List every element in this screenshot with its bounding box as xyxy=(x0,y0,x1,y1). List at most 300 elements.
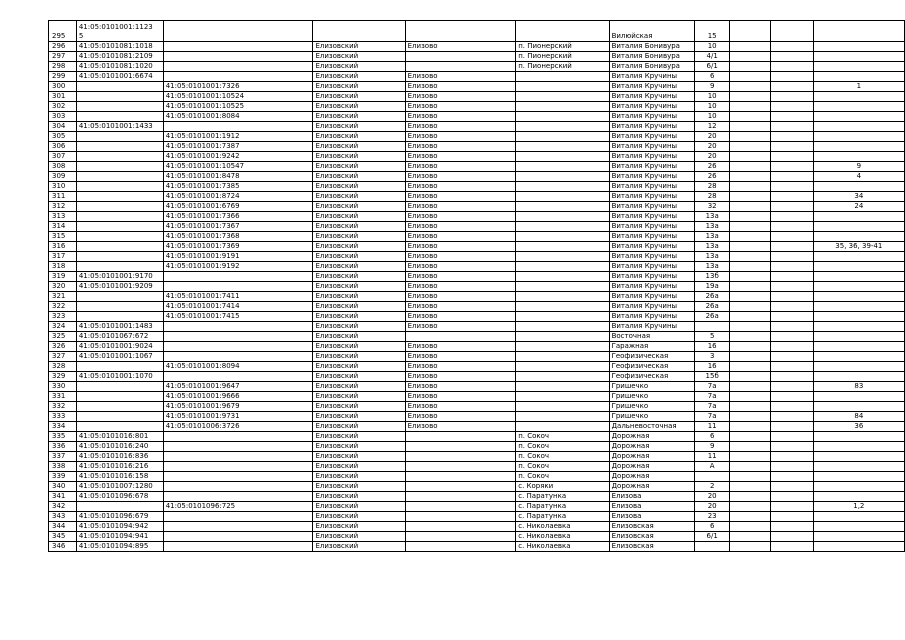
table-cell[interactable] xyxy=(813,182,904,192)
table-cell[interactable]: Виталия Кручины xyxy=(609,312,695,322)
table-cell[interactable]: 41:05:0101001:7387 xyxy=(163,142,313,152)
table-cell[interactable] xyxy=(163,72,313,82)
table-cell[interactable] xyxy=(813,282,904,292)
table-cell[interactable] xyxy=(813,532,904,542)
table-cell[interactable] xyxy=(163,42,313,52)
table-cell[interactable] xyxy=(771,92,813,102)
table-cell[interactable]: 346 xyxy=(49,542,77,552)
table-cell[interactable] xyxy=(771,402,813,412)
table-cell[interactable]: Елизово xyxy=(405,142,516,152)
table-cell[interactable]: с. Николаевка xyxy=(516,522,609,532)
table-cell[interactable] xyxy=(771,42,813,52)
table-cell[interactable]: Елизово xyxy=(405,312,516,322)
table-cell[interactable]: 12 xyxy=(695,122,730,132)
table-cell[interactable]: 328 xyxy=(49,362,77,372)
table-cell[interactable] xyxy=(313,21,405,42)
table-cell[interactable]: Восточная xyxy=(609,332,695,342)
table-cell[interactable]: 6/1 xyxy=(695,62,730,72)
table-cell[interactable] xyxy=(813,252,904,262)
table-cell[interactable]: Елизовский xyxy=(313,252,405,262)
table-cell[interactable]: п. Пионерский xyxy=(516,42,609,52)
table-cell[interactable]: Елизово xyxy=(405,362,516,372)
table-cell[interactable]: Виталия Кручины xyxy=(609,242,695,252)
table-cell[interactable] xyxy=(405,472,516,482)
table-cell[interactable]: Елизовский xyxy=(313,82,405,92)
table-cell[interactable] xyxy=(163,52,313,62)
table-cell[interactable]: Виталия Кручины xyxy=(609,132,695,142)
table-cell[interactable]: 20 xyxy=(695,142,730,152)
table-cell[interactable] xyxy=(771,512,813,522)
table-cell[interactable]: Елизовский xyxy=(313,372,405,382)
table-cell[interactable]: 5 xyxy=(695,332,730,342)
table-cell[interactable] xyxy=(76,392,163,402)
table-cell[interactable] xyxy=(771,452,813,462)
table-cell[interactable]: Елизовский xyxy=(313,112,405,122)
table-cell[interactable] xyxy=(813,442,904,452)
table-cell[interactable]: 335 xyxy=(49,432,77,442)
table-cell[interactable] xyxy=(730,242,771,252)
table-cell[interactable]: Елизовский xyxy=(313,542,405,552)
table-cell[interactable]: 7а xyxy=(695,392,730,402)
table-cell[interactable] xyxy=(771,432,813,442)
table-cell[interactable] xyxy=(730,412,771,422)
table-cell[interactable]: Елизовский xyxy=(313,292,405,302)
table-cell[interactable] xyxy=(695,472,730,482)
table-cell[interactable] xyxy=(163,122,313,132)
table-cell[interactable]: Виталия Кручины xyxy=(609,82,695,92)
table-cell[interactable] xyxy=(516,92,609,102)
table-cell[interactable]: Елизово xyxy=(405,212,516,222)
table-cell[interactable]: Елизово xyxy=(405,412,516,422)
table-cell[interactable] xyxy=(76,162,163,172)
table-cell[interactable]: 41:05:0101081:2109 xyxy=(76,52,163,62)
table-cell[interactable]: Елизово xyxy=(405,372,516,382)
table-cell[interactable]: Елизова xyxy=(609,512,695,522)
table-cell[interactable] xyxy=(771,122,813,132)
table-cell[interactable] xyxy=(516,332,609,342)
table-cell[interactable] xyxy=(405,532,516,542)
table-cell[interactable]: 339 xyxy=(49,472,77,482)
table-cell[interactable]: Елизово xyxy=(405,102,516,112)
table-cell[interactable]: Елизово xyxy=(405,242,516,252)
table-cell[interactable]: Гаражная xyxy=(609,342,695,352)
table-cell[interactable] xyxy=(813,302,904,312)
table-cell[interactable] xyxy=(730,512,771,522)
table-cell[interactable] xyxy=(771,502,813,512)
table-cell[interactable]: 32 xyxy=(695,202,730,212)
table-cell[interactable] xyxy=(771,532,813,542)
table-cell[interactable]: 6/1 xyxy=(695,532,730,542)
table-cell[interactable] xyxy=(813,372,904,382)
table-cell[interactable]: 317 xyxy=(49,252,77,262)
table-cell[interactable]: с. Николаевка xyxy=(516,532,609,542)
table-cell[interactable]: 41:05:0101016:216 xyxy=(76,462,163,472)
table-cell[interactable]: Елизовский xyxy=(313,462,405,472)
table-cell[interactable] xyxy=(771,192,813,202)
table-cell[interactable]: 13а xyxy=(695,242,730,252)
table-cell[interactable] xyxy=(730,122,771,132)
table-cell[interactable]: Елизовский xyxy=(313,72,405,82)
table-cell[interactable] xyxy=(76,202,163,212)
table-cell[interactable] xyxy=(516,382,609,392)
table-cell[interactable]: 41:05:0101007:1280 xyxy=(76,482,163,492)
table-cell[interactable]: Дорожная xyxy=(609,432,695,442)
table-cell[interactable]: 7а xyxy=(695,402,730,412)
table-cell[interactable] xyxy=(813,352,904,362)
table-cell[interactable] xyxy=(771,422,813,432)
table-cell[interactable] xyxy=(516,372,609,382)
table-cell[interactable]: 331 xyxy=(49,392,77,402)
table-cell[interactable]: Елизовский xyxy=(313,382,405,392)
table-cell[interactable] xyxy=(771,442,813,452)
table-cell[interactable]: 11 xyxy=(695,452,730,462)
table-cell[interactable]: Гришечко xyxy=(609,392,695,402)
table-cell[interactable]: Елизовский xyxy=(313,92,405,102)
table-cell[interactable] xyxy=(163,472,313,482)
table-cell[interactable]: с. Паратунка xyxy=(516,512,609,522)
table-cell[interactable] xyxy=(730,372,771,382)
table-cell[interactable] xyxy=(730,252,771,262)
table-cell[interactable]: Елизовский xyxy=(313,132,405,142)
table-cell[interactable] xyxy=(813,542,904,552)
table-cell[interactable] xyxy=(730,21,771,42)
table-cell[interactable] xyxy=(813,492,904,502)
table-cell[interactable]: 41:05:0101094:941 xyxy=(76,532,163,542)
table-cell[interactable]: 41:05:0101001:8084 xyxy=(163,112,313,122)
table-cell[interactable]: 312 xyxy=(49,202,77,212)
table-cell[interactable] xyxy=(730,522,771,532)
table-cell[interactable]: Геофизическая xyxy=(609,362,695,372)
table-cell[interactable] xyxy=(76,172,163,182)
table-cell[interactable] xyxy=(730,292,771,302)
table-cell[interactable]: Елизовский xyxy=(313,432,405,442)
table-cell[interactable] xyxy=(813,21,904,42)
table-cell[interactable]: 296 xyxy=(49,42,77,52)
table-cell[interactable]: 26а xyxy=(695,312,730,322)
table-cell[interactable] xyxy=(771,152,813,162)
table-cell[interactable]: Елизовский xyxy=(313,412,405,422)
table-cell[interactable]: 35, 36, 39-41 xyxy=(813,242,904,252)
table-cell[interactable]: 41:05:0101096:679 xyxy=(76,512,163,522)
table-cell[interactable]: 13а xyxy=(695,262,730,272)
table-cell[interactable]: 20 xyxy=(695,152,730,162)
table-cell[interactable] xyxy=(76,152,163,162)
table-cell[interactable] xyxy=(730,142,771,152)
table-cell[interactable]: п. Сокоч xyxy=(516,472,609,482)
table-cell[interactable]: 13а xyxy=(695,252,730,262)
table-cell[interactable]: Виталия Бонивура xyxy=(609,42,695,52)
table-cell[interactable] xyxy=(813,212,904,222)
table-cell[interactable]: 329 xyxy=(49,372,77,382)
table-cell[interactable] xyxy=(76,302,163,312)
table-cell[interactable]: Виталия Кручины xyxy=(609,102,695,112)
table-cell[interactable] xyxy=(516,72,609,82)
table-cell[interactable] xyxy=(813,332,904,342)
table-cell[interactable]: 318 xyxy=(49,262,77,272)
table-cell[interactable] xyxy=(813,472,904,482)
table-cell[interactable] xyxy=(516,422,609,432)
table-cell[interactable]: Дорожная xyxy=(609,472,695,482)
table-cell[interactable]: 13б xyxy=(695,272,730,282)
table-cell[interactable]: 311 xyxy=(49,192,77,202)
table-cell[interactable]: Елизова xyxy=(609,492,695,502)
table-cell[interactable] xyxy=(813,112,904,122)
table-cell[interactable]: Елизовский xyxy=(313,122,405,132)
table-cell[interactable] xyxy=(516,242,609,252)
table-cell[interactable] xyxy=(516,412,609,422)
table-cell[interactable] xyxy=(76,82,163,92)
table-cell[interactable]: 338 xyxy=(49,462,77,472)
table-cell[interactable]: 321 xyxy=(49,292,77,302)
table-cell[interactable] xyxy=(163,62,313,72)
table-cell[interactable] xyxy=(405,462,516,472)
table-cell[interactable] xyxy=(771,352,813,362)
table-cell[interactable] xyxy=(163,272,313,282)
table-cell[interactable] xyxy=(813,102,904,112)
table-cell[interactable] xyxy=(516,292,609,302)
table-cell[interactable] xyxy=(405,452,516,462)
table-cell[interactable] xyxy=(813,362,904,372)
table-cell[interactable]: 7а xyxy=(695,412,730,422)
table-cell[interactable] xyxy=(76,422,163,432)
table-cell[interactable] xyxy=(813,262,904,272)
table-cell[interactable] xyxy=(771,212,813,222)
table-cell[interactable] xyxy=(516,362,609,372)
table-cell[interactable] xyxy=(163,542,313,552)
table-cell[interactable] xyxy=(730,422,771,432)
table-cell[interactable]: Гришечко xyxy=(609,402,695,412)
table-cell[interactable]: 299 xyxy=(49,72,77,82)
table-cell[interactable] xyxy=(771,252,813,262)
table-cell[interactable] xyxy=(730,302,771,312)
table-cell[interactable] xyxy=(771,72,813,82)
table-cell[interactable] xyxy=(163,522,313,532)
table-cell[interactable]: 324 xyxy=(49,322,77,332)
table-cell[interactable] xyxy=(730,532,771,542)
table-cell[interactable]: 41:05:0101001:9170 xyxy=(76,272,163,282)
table-cell[interactable] xyxy=(695,322,730,332)
table-cell[interactable]: 9 xyxy=(695,82,730,92)
table-cell[interactable] xyxy=(405,62,516,72)
table-cell[interactable]: Виталия Кручины xyxy=(609,222,695,232)
table-cell[interactable] xyxy=(813,232,904,242)
table-cell[interactable]: Виталия Кручины xyxy=(609,122,695,132)
table-cell[interactable]: 24 xyxy=(813,202,904,212)
table-cell[interactable]: 41:05:0101094:895 xyxy=(76,542,163,552)
table-cell[interactable]: 326 xyxy=(49,342,77,352)
table-cell[interactable] xyxy=(76,232,163,242)
table-cell[interactable] xyxy=(730,272,771,282)
table-cell[interactable]: Елизово xyxy=(405,42,516,52)
table-cell[interactable]: Елизовский xyxy=(313,332,405,342)
table-cell[interactable]: 41:05:0101016:836 xyxy=(76,452,163,462)
table-cell[interactable] xyxy=(771,542,813,552)
table-cell[interactable]: 41:05:0101001:9242 xyxy=(163,152,313,162)
table-cell[interactable] xyxy=(771,242,813,252)
table-cell[interactable]: 19а xyxy=(695,282,730,292)
table-cell[interactable]: 41:05:0101016:801 xyxy=(76,432,163,442)
table-cell[interactable] xyxy=(771,312,813,322)
table-cell[interactable]: 3 xyxy=(695,352,730,362)
table-cell[interactable] xyxy=(771,162,813,172)
table-cell[interactable] xyxy=(76,142,163,152)
table-cell[interactable]: 15 xyxy=(695,21,730,42)
table-cell[interactable]: 13а xyxy=(695,222,730,232)
table-cell[interactable]: 304 xyxy=(49,122,77,132)
table-cell[interactable]: Елизовский xyxy=(313,212,405,222)
table-cell[interactable] xyxy=(771,52,813,62)
table-cell[interactable]: Елизово xyxy=(405,82,516,92)
table-cell[interactable]: 308 xyxy=(49,162,77,172)
table-cell[interactable]: 34 xyxy=(813,192,904,202)
table-cell[interactable]: Елизовский xyxy=(313,322,405,332)
table-cell[interactable] xyxy=(730,382,771,392)
table-cell[interactable] xyxy=(771,182,813,192)
table-cell[interactable] xyxy=(730,322,771,332)
table-cell[interactable]: Елизово xyxy=(405,182,516,192)
table-cell[interactable]: 41:05:0101001:7367 xyxy=(163,222,313,232)
table-cell[interactable] xyxy=(516,102,609,112)
table-cell[interactable]: Елизово xyxy=(405,222,516,232)
table-cell[interactable] xyxy=(771,412,813,422)
table-cell[interactable] xyxy=(730,442,771,452)
table-cell[interactable]: 23 xyxy=(695,512,730,522)
table-cell[interactable] xyxy=(771,472,813,482)
table-cell[interactable]: Елизовский xyxy=(313,102,405,112)
table-cell[interactable] xyxy=(516,402,609,412)
table-cell[interactable]: 303 xyxy=(49,112,77,122)
table-cell[interactable] xyxy=(771,282,813,292)
table-cell[interactable] xyxy=(730,482,771,492)
table-cell[interactable]: 41:05:0101001:7385 xyxy=(163,182,313,192)
table-cell[interactable] xyxy=(813,272,904,282)
table-cell[interactable] xyxy=(76,312,163,322)
table-cell[interactable]: Елизово xyxy=(405,232,516,242)
table-cell[interactable] xyxy=(771,342,813,352)
table-cell[interactable]: 41:05:0101001:7415 xyxy=(163,312,313,322)
table-cell[interactable]: 6 xyxy=(695,432,730,442)
table-cell[interactable] xyxy=(730,192,771,202)
table-cell[interactable]: 41:05:0101096:725 xyxy=(163,502,313,512)
table-cell[interactable]: Виталия Кручины xyxy=(609,302,695,312)
table-cell[interactable] xyxy=(516,212,609,222)
table-cell[interactable]: 7а xyxy=(695,382,730,392)
table-cell[interactable]: 6 xyxy=(695,72,730,82)
table-cell[interactable] xyxy=(76,242,163,252)
table-cell[interactable] xyxy=(76,262,163,272)
table-cell[interactable] xyxy=(771,82,813,92)
table-cell[interactable]: Виталия Кручины xyxy=(609,232,695,242)
table-cell[interactable] xyxy=(730,312,771,322)
table-cell[interactable] xyxy=(730,212,771,222)
table-cell[interactable]: Елизовский xyxy=(313,202,405,212)
table-cell[interactable] xyxy=(813,72,904,82)
table-cell[interactable]: Елизовский xyxy=(313,282,405,292)
table-cell[interactable]: 28 xyxy=(695,192,730,202)
table-cell[interactable] xyxy=(516,202,609,212)
table-cell[interactable]: Елизово xyxy=(405,322,516,332)
table-cell[interactable] xyxy=(76,92,163,102)
table-cell[interactable] xyxy=(163,512,313,522)
table-cell[interactable]: 41:05:0101001:1483 xyxy=(76,322,163,332)
table-cell[interactable] xyxy=(730,402,771,412)
table-cell[interactable] xyxy=(813,142,904,152)
table-cell[interactable]: 41:05:0101001:6674 xyxy=(76,72,163,82)
table-cell[interactable] xyxy=(516,342,609,352)
table-cell[interactable] xyxy=(771,112,813,122)
table-cell[interactable]: 16 xyxy=(695,342,730,352)
table-cell[interactable] xyxy=(516,182,609,192)
table-cell[interactable]: Виталия Кручины xyxy=(609,272,695,282)
table-cell[interactable] xyxy=(76,252,163,262)
table-cell[interactable] xyxy=(771,362,813,372)
table-cell[interactable]: Виталия Бонивура xyxy=(609,62,695,72)
table-cell[interactable] xyxy=(730,282,771,292)
table-cell[interactable] xyxy=(771,292,813,302)
table-cell[interactable] xyxy=(163,462,313,472)
table-cell[interactable]: 320 xyxy=(49,282,77,292)
table-cell[interactable]: 310 xyxy=(49,182,77,192)
table-cell[interactable]: Елизовский xyxy=(313,312,405,322)
table-cell[interactable]: Геофизическая xyxy=(609,372,695,382)
table-cell[interactable] xyxy=(405,332,516,342)
table-cell[interactable] xyxy=(163,482,313,492)
table-cell[interactable] xyxy=(516,162,609,172)
table-cell[interactable]: Виталия Кручины xyxy=(609,262,695,272)
table-cell[interactable] xyxy=(730,262,771,272)
table-cell[interactable] xyxy=(163,342,313,352)
table-cell[interactable] xyxy=(771,332,813,342)
table-cell[interactable]: Елизовская xyxy=(609,522,695,532)
table-cell[interactable]: 41:05:0101001:7368 xyxy=(163,232,313,242)
table-cell[interactable] xyxy=(730,332,771,342)
table-cell[interactable]: Елизово xyxy=(405,202,516,212)
table-cell[interactable]: 84 xyxy=(813,412,904,422)
table-cell[interactable]: Виталия Кручины xyxy=(609,322,695,332)
table-cell[interactable] xyxy=(813,342,904,352)
table-cell[interactable]: 28 xyxy=(695,182,730,192)
table-cell[interactable]: Гришечко xyxy=(609,382,695,392)
table-cell[interactable]: Гришечко xyxy=(609,412,695,422)
table-cell[interactable]: Виталия Кручины xyxy=(609,182,695,192)
table-cell[interactable]: Елизовский xyxy=(313,422,405,432)
table-cell[interactable]: Елизовский xyxy=(313,222,405,232)
table-cell[interactable]: 307 xyxy=(49,152,77,162)
table-cell[interactable] xyxy=(516,282,609,292)
table-cell[interactable]: Елизово xyxy=(405,302,516,312)
table-cell[interactable]: Елизово xyxy=(405,122,516,132)
table-cell[interactable]: 337 xyxy=(49,452,77,462)
table-cell[interactable]: Виталия Кручины xyxy=(609,152,695,162)
table-cell[interactable] xyxy=(163,372,313,382)
table-cell[interactable]: 41:05:0101001:9731 xyxy=(163,412,313,422)
table-cell[interactable]: Елизово xyxy=(405,262,516,272)
table-cell[interactable]: Елизовский xyxy=(313,352,405,362)
table-cell[interactable]: п. Сокоч xyxy=(516,452,609,462)
table-cell[interactable]: Елизово xyxy=(405,342,516,352)
table-cell[interactable]: Виталия Кручины xyxy=(609,112,695,122)
table-cell[interactable] xyxy=(813,42,904,52)
table-cell[interactable]: Виталия Кручины xyxy=(609,212,695,222)
table-cell[interactable]: Елизовский xyxy=(313,62,405,72)
table-cell[interactable]: п. Сокоч xyxy=(516,462,609,472)
table-cell[interactable] xyxy=(516,262,609,272)
table-cell[interactable] xyxy=(771,222,813,232)
table-cell[interactable]: Елизовский xyxy=(313,192,405,202)
table-cell[interactable] xyxy=(771,462,813,472)
table-cell[interactable]: 10 xyxy=(695,92,730,102)
table-cell[interactable]: п. Пионерский xyxy=(516,62,609,72)
